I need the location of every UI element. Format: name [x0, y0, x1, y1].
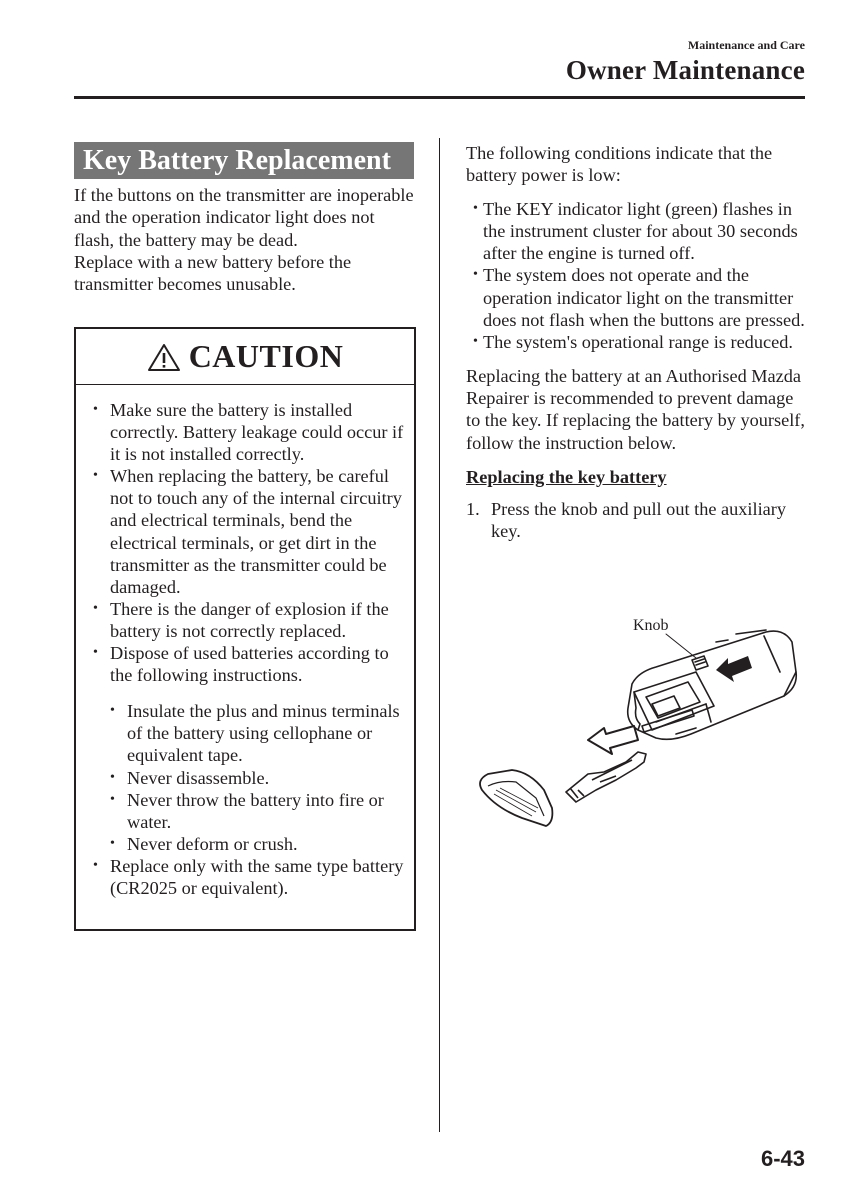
- step-1: [466, 498, 808, 543]
- caution-list: [76, 385, 414, 686]
- intro-paragraph-2: Replace with a new battery before the transmitter becomes unusable.: [74, 251, 352, 295]
- pull-arrow-icon: [588, 726, 638, 754]
- section-heading: Key Battery Replacement: [74, 142, 414, 179]
- step-text: Press the knob and pull out the auxiliary key.: [491, 499, 786, 542]
- header-rule: [74, 96, 805, 99]
- conditions-intro: The following conditions indicate that the battery power is low:: [466, 143, 773, 186]
- left-column: [74, 142, 416, 295]
- caution-subitem: • Insulate the plus and minus terminals of the battery using cellophane or equivalent tape.: [110, 700, 414, 766]
- caution-item-dispose: [93, 642, 414, 686]
- header-section-label: Maintenance and Care: [687, 38, 805, 52]
- caution-sublist: [76, 686, 414, 855]
- caution-header: [76, 329, 414, 385]
- caution-subitem: • Never throw the battery into fire or water.: [110, 789, 414, 833]
- condition-item: • The system does not operate and the operation indicator light on the transmitter does not flash when the buttons are pressed.: [473, 264, 808, 331]
- caution-box: [74, 327, 416, 931]
- right-column: [466, 142, 808, 543]
- condition-item: • The KEY indicator light (green) flashes in the instrument cluster for about 30 seconds after the engine is turned off.: [473, 198, 808, 265]
- caution-item: • Replace only with the same type battery (CR2025 or equivalent).: [93, 855, 414, 899]
- caution-item: • Make sure the battery is installed correctly. Battery leakage could occur if it is not installed correctly.: [93, 399, 414, 465]
- column-divider: [439, 138, 440, 1132]
- step-number: 1.: [466, 499, 480, 520]
- key-removal-illustration: [466, 612, 808, 848]
- caution-title: CAUTION: [188, 338, 344, 374]
- caution-item-text: Dispose of used batteries according to the following instructions.: [110, 643, 389, 686]
- procedure-subheading: Replacing the key battery: [466, 466, 667, 487]
- header-title: Owner Maintenance: [565, 55, 805, 85]
- intro-paragraph-1: If the buttons on the transmitter are inoperable and the operation indicator light does not flash, the battery may be dead.: [74, 185, 414, 250]
- condition-item: • The system's operational range is reduced.: [473, 331, 808, 353]
- knob-callout-label: Knob: [633, 617, 669, 634]
- page-number: 6-43: [760, 1146, 805, 1171]
- caution-item: • When replacing the battery, be careful not to touch any of the internal circuitry and electrical terminals, bend the electrical terminals, or get dirt in the transmitter as the transmitter could be damaged.: [93, 465, 414, 598]
- conditions-list: [473, 198, 808, 354]
- caution-subitem: • Never disassemble.: [110, 767, 414, 789]
- recommendation-paragraph: Replacing the battery at an Authorised Mazda Repairer is recommended to prevent damage to the key. If replacing the battery by yourself, follow the instruction below.: [466, 365, 805, 453]
- caution-subitem: • Never deform or crush.: [110, 833, 414, 855]
- caution-list-end: [76, 855, 414, 899]
- caution-item: • There is the danger of explosion if the battery is not correctly replaced.: [93, 598, 414, 642]
- warning-triangle-icon: [147, 342, 181, 372]
